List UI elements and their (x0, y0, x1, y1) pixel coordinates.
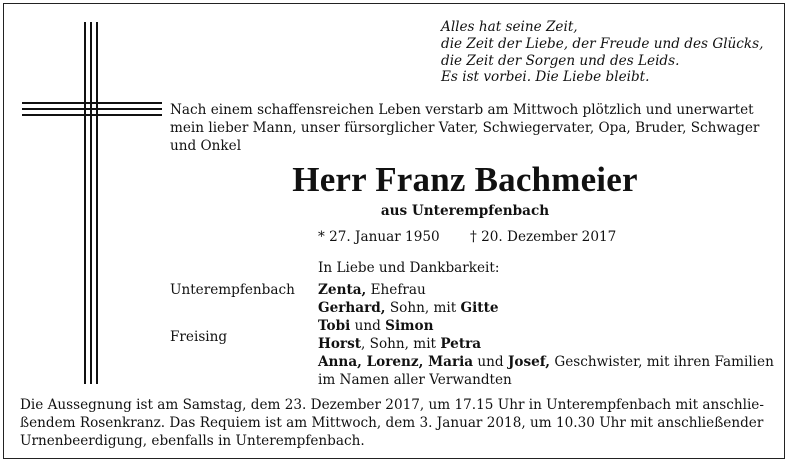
intro-line: Nach einem schaffensreichen Leben verstarb am Mittwoch plötzlich und unerwartet (170, 102, 754, 118)
mourner-row: im Namen aller Verwandten (318, 372, 512, 388)
footer-line: ßendem Rosenkranz. Das Requiem ist am Mittwoch, dem 3. Januar 2018, um 10.30 Uhr mit anschließender (20, 415, 764, 431)
verse-line: Alles hat seine Zeit, (441, 19, 578, 35)
mourner-row: Anna, Lorenz, Maria und Josef, Geschwister, mit ihren Familien (318, 354, 774, 370)
location-unterempfenbach: Unterempfenbach (170, 282, 295, 298)
intro-line: und Onkel (170, 138, 242, 154)
birth-date: * 27. Januar 1950 (318, 229, 440, 245)
verse-line: die Zeit der Liebe, der Freude und des Glücks, (441, 35, 764, 52)
verse-line: die Zeit der Sorgen und des Leids. (441, 52, 680, 69)
mourners-list (318, 281, 774, 389)
verse-line: Es ist vorbei. Die Liebe bleibt. (441, 69, 650, 86)
deceased-name: Herr Franz Bachmeier (292, 160, 638, 199)
verse (441, 19, 763, 86)
intro-line: mein lieber Mann, unser fürsorglicher Vater, Schwiegervater, Opa, Bruder, Schwager (170, 120, 760, 136)
location-freising: Freising (170, 329, 228, 345)
footer-line: Die Aussegnung ist am Samstag, dem 23. Dezember 2017, um 17.15 Uhr in Unterempfenbach mit anschlie- (20, 397, 764, 413)
mourner-row: Tobi und Simon (318, 318, 434, 334)
intro-text (170, 101, 775, 155)
deceased-place: aus Unterempfenbach (380, 203, 550, 219)
mourner-row: Horst, Sohn, mit Petra (318, 336, 482, 352)
death-date: † 20. Dezember 2017 (470, 229, 617, 245)
mourners-heading: In Liebe und Dankbarkeit: (318, 260, 500, 276)
service-details (20, 396, 775, 450)
footer-line: Urnenbeerdigung, ebenfalls in Unterempfenbach. (20, 433, 365, 449)
mourner-row: Zenta, Ehefrau (318, 282, 426, 298)
mourner-row: Gerhard, Sohn, mit Gitte (318, 300, 499, 316)
